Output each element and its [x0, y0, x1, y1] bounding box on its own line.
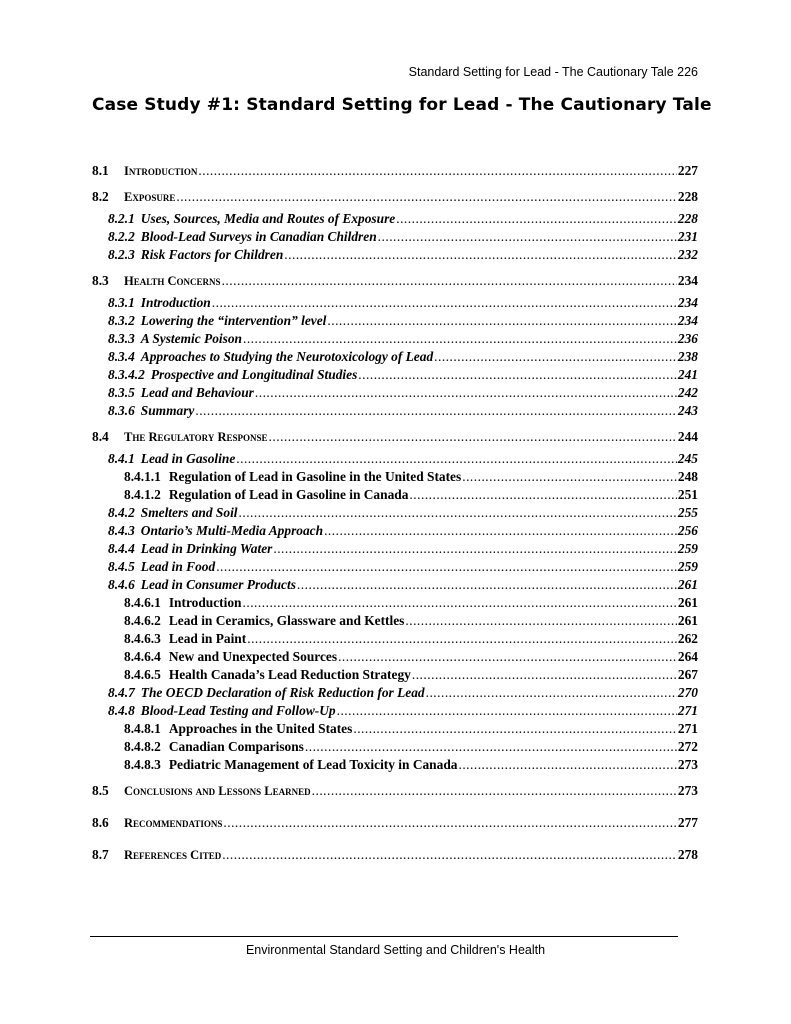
toc-entry-number: 8.4.8 — [108, 703, 135, 718]
toc-entry[interactable] — [92, 402, 698, 420]
toc-entry-page: 241 — [677, 367, 698, 382]
page-footer: Environmental Standard Setting and Children's Health — [245, 943, 546, 957]
toc-entry-number: 8.1 — [92, 163, 109, 178]
toc-entry-number: 8.4.1.1 — [124, 469, 161, 484]
toc-dot-leader — [198, 162, 677, 180]
toc-entry[interactable] — [92, 468, 698, 486]
toc-entry[interactable] — [92, 648, 698, 666]
toc-entry-title: Summary — [140, 403, 195, 418]
toc-entry-number: 8.3.4.2 — [108, 367, 145, 382]
toc-entry-title: Canadian Comparisons — [168, 739, 304, 754]
toc-dot-leader — [324, 522, 677, 540]
toc-entry-page: 255 — [677, 505, 698, 520]
toc-entry-page: 236 — [677, 331, 698, 346]
toc-dot-leader — [269, 428, 677, 446]
toc-entry-title: Smelters and Soil — [140, 505, 238, 520]
toc-entry-page: 273 — [677, 783, 698, 798]
toc-entry-page: 245 — [677, 451, 698, 466]
toc-entry-page: 271 — [677, 721, 698, 736]
toc-entry[interactable] — [92, 188, 698, 206]
toc-entry-page: 277 — [677, 815, 698, 830]
toc-entry[interactable] — [92, 846, 698, 864]
toc-entry[interactable] — [92, 428, 698, 446]
toc-dot-leader — [327, 312, 677, 330]
toc-dot-leader — [255, 384, 677, 402]
toc-entry[interactable] — [92, 504, 698, 522]
toc-entry-page: 244 — [677, 429, 698, 444]
toc-entry-page: 278 — [677, 847, 698, 862]
toc-entry-title: Health Canada’s Lead Reduction Strategy — [168, 667, 411, 682]
toc-entry-page: 271 — [677, 703, 698, 718]
toc-dot-leader — [247, 630, 677, 648]
toc-entry-page: 251 — [677, 487, 698, 502]
table-of-contents — [92, 162, 698, 864]
toc-entry-title: Approaches in the United States — [168, 721, 353, 736]
toc-entry-number: 8.4.5 — [108, 559, 135, 574]
toc-entry-number: 8.4.6.2 — [124, 613, 161, 628]
toc-entry-number: 8.7 — [92, 847, 109, 862]
toc-entry-title: Regulation of Lead in Gasoline in the United States — [168, 469, 462, 484]
toc-dot-leader — [396, 210, 677, 228]
toc-entry[interactable] — [92, 246, 698, 264]
toc-entry-page: 228 — [677, 211, 698, 226]
toc-dot-leader — [195, 402, 677, 420]
toc-entry-number: 8.4.6 — [108, 577, 135, 592]
toc-entry-page: 262 — [677, 631, 698, 646]
toc-entry-number: 8.3.4 — [108, 349, 135, 364]
toc-entry-page: 234 — [677, 273, 698, 288]
toc-entry-title: Pediatric Management of Lead Toxicity in Canada — [168, 757, 458, 772]
toc-entry[interactable] — [92, 720, 698, 738]
toc-entry-title: Lead in Consumer Products — [140, 577, 296, 592]
toc-entry-title: Introduction — [124, 164, 198, 178]
toc-dot-leader — [434, 348, 677, 366]
toc-entry-page: 264 — [677, 649, 698, 664]
toc-entry-title: Lead and Behaviour — [140, 385, 254, 400]
toc-entry-page: 248 — [677, 469, 698, 484]
toc-entry-page: 261 — [677, 595, 698, 610]
toc-dot-leader — [243, 330, 677, 348]
toc-entry-title: Lowering the “intervention” level — [140, 313, 327, 328]
toc-dot-leader — [337, 702, 677, 720]
toc-entry-number: 8.4.8.1 — [124, 721, 161, 736]
toc-entry-title: Lead in Paint — [168, 631, 247, 646]
toc-entry[interactable] — [92, 756, 698, 774]
toc-entry-number: 8.3.2 — [108, 313, 135, 328]
toc-entry-page: 261 — [677, 613, 698, 628]
toc-entry-title: Introduction — [140, 295, 211, 310]
toc-entry[interactable] — [92, 486, 698, 504]
footer-divider — [90, 936, 678, 937]
toc-entry-title: New and Unexpected Sources — [168, 649, 338, 664]
toc-entry-page: 267 — [677, 667, 698, 682]
toc-entry[interactable] — [92, 782, 698, 800]
toc-entry-number: 8.2 — [92, 189, 109, 204]
toc-entry-number: 8.5 — [92, 783, 109, 798]
toc-entry-page: 256 — [677, 523, 698, 538]
toc-dot-leader — [284, 246, 677, 264]
toc-entry[interactable] — [92, 612, 698, 630]
toc-entry-page: 232 — [677, 247, 698, 262]
toc-dot-leader — [297, 576, 677, 594]
toc-entry-page: 259 — [677, 559, 698, 574]
toc-entry-title: Lead in Drinking Water — [140, 541, 273, 556]
toc-entry-page: 227 — [677, 163, 698, 178]
toc-entry-number: 8.4.1 — [108, 451, 135, 466]
toc-dot-leader — [358, 366, 677, 384]
toc-entry-number: 8.4.1.2 — [124, 487, 161, 502]
toc-entry[interactable] — [92, 630, 698, 648]
toc-dot-leader — [426, 684, 677, 702]
toc-entry[interactable] — [92, 294, 698, 312]
toc-entry[interactable] — [92, 228, 698, 246]
toc-entry-title: Risk Factors for Children — [140, 247, 284, 262]
toc-entry[interactable] — [92, 272, 698, 290]
toc-entry-number: 8.4.6.1 — [124, 595, 161, 610]
toc-entry[interactable] — [92, 814, 698, 832]
toc-entry-number: 8.3.5 — [108, 385, 135, 400]
toc-entry[interactable] — [92, 558, 698, 576]
toc-entry-page: 273 — [677, 757, 698, 772]
toc-entry-number: 8.4.2 — [108, 505, 135, 520]
toc-entry-number: 8.4.4 — [108, 541, 135, 556]
toc-dot-leader — [405, 612, 677, 630]
toc-dot-leader — [239, 504, 677, 522]
toc-entry-page: 242 — [677, 385, 698, 400]
toc-entry[interactable] — [92, 384, 698, 402]
toc-entry-page: 261 — [677, 577, 698, 592]
toc-entry-title: Uses, Sources, Media and Routes of Exposure — [140, 211, 396, 226]
toc-entry-page: 238 — [677, 349, 698, 364]
toc-dot-leader — [236, 450, 677, 468]
toc-entry-number: 8.3 — [92, 273, 109, 288]
toc-entry-title: The OECD Declaration of Risk Reduction for Lead — [140, 685, 425, 700]
toc-entry-number: 8.4.8.2 — [124, 739, 161, 754]
toc-entry-title: References Cited — [124, 848, 222, 862]
toc-entry[interactable] — [92, 666, 698, 684]
toc-dot-leader — [176, 188, 677, 206]
toc-entry-title: Conclusions and Lessons Learned — [124, 784, 311, 798]
toc-entry-number: 8.4.6.4 — [124, 649, 161, 664]
toc-entry-title: Lead in Gasoline — [140, 451, 236, 466]
toc-entry-number: 8.2.1 — [108, 211, 135, 226]
toc-entry-title: Lead in Food — [140, 559, 216, 574]
toc-entry-number: 8.2.2 — [108, 229, 135, 244]
toc-dot-leader — [412, 666, 677, 684]
toc-dot-leader — [353, 720, 677, 738]
toc-entry[interactable] — [92, 450, 698, 468]
toc-dot-leader — [222, 846, 677, 864]
toc-entry-number: 8.4.3 — [108, 523, 135, 538]
running-head: Standard Setting for Lead - The Cautionary Tale 226 — [408, 65, 698, 79]
toc-dot-leader — [223, 814, 677, 832]
toc-entry[interactable] — [92, 684, 698, 702]
toc-entry[interactable] — [92, 330, 698, 348]
toc-entry-title: A Systemic Poison — [140, 331, 242, 346]
toc-entry-title: Lead in Ceramics, Glassware and Kettles — [168, 613, 405, 628]
toc-entry-number: 8.4.6.3 — [124, 631, 161, 646]
toc-entry-title: Blood-Lead Surveys in Canadian Children — [140, 229, 377, 244]
toc-entry-page: 272 — [677, 739, 698, 754]
toc-dot-leader — [212, 294, 677, 312]
toc-dot-leader — [273, 540, 677, 558]
toc-dot-leader — [338, 648, 677, 666]
toc-entry-title: Regulation of Lead in Gasoline in Canada — [168, 487, 409, 502]
toc-entry-number: 8.4 — [92, 429, 109, 444]
toc-entry-page: 231 — [677, 229, 698, 244]
toc-entry-number: 8.2.3 — [108, 247, 135, 262]
toc-entry[interactable] — [92, 702, 698, 720]
toc-entry[interactable] — [92, 594, 698, 612]
toc-dot-leader — [305, 738, 677, 756]
toc-entry-title: Prospective and Longitudinal Studies — [150, 367, 358, 382]
toc-entry-number: 8.3.3 — [108, 331, 135, 346]
toc-entry[interactable] — [92, 738, 698, 756]
toc-dot-leader — [458, 756, 676, 774]
toc-entry-number: 8.4.7 — [108, 685, 135, 700]
toc-entry[interactable] — [92, 312, 698, 330]
toc-entry-page: 234 — [677, 295, 698, 310]
toc-entry-number: 8.3.6 — [108, 403, 135, 418]
toc-dot-leader — [222, 272, 677, 290]
toc-entry[interactable] — [92, 540, 698, 558]
toc-entry[interactable] — [92, 366, 698, 384]
toc-dot-leader — [409, 486, 676, 504]
toc-entry-page: 259 — [677, 541, 698, 556]
toc-entry-title: Introduction — [168, 595, 242, 610]
toc-entry-title: Exposure — [124, 190, 176, 204]
toc-entry-number: 8.3.1 — [108, 295, 135, 310]
toc-entry-number: 8.4.6.5 — [124, 667, 161, 682]
page-title: Case Study #1: Standard Setting for Lead - The Cautionary Tale — [92, 95, 712, 115]
toc-entry-number: 8.6 — [92, 815, 109, 830]
toc-entry[interactable] — [92, 522, 698, 540]
toc-entry-page: 228 — [677, 189, 698, 204]
toc-entry-page: 270 — [677, 685, 698, 700]
toc-entry-title: The Regulatory Response — [124, 430, 268, 444]
toc-entry-page: 243 — [677, 403, 698, 418]
toc-dot-leader — [312, 782, 677, 800]
toc-entry[interactable] — [92, 210, 698, 228]
toc-entry-title: Health Concerns — [124, 274, 221, 288]
toc-entry-page: 234 — [677, 313, 698, 328]
toc-dot-leader — [243, 594, 677, 612]
toc-entry-title: Blood-Lead Testing and Follow-Up — [140, 703, 336, 718]
toc-entry-number: 8.4.8.3 — [124, 757, 161, 772]
toc-entry[interactable] — [92, 348, 698, 366]
toc-entry[interactable] — [92, 162, 698, 180]
toc-dot-leader — [462, 468, 677, 486]
toc-entry-title: Ontario’s Multi-Media Approach — [140, 523, 324, 538]
toc-entry-title: Approaches to Studying the Neurotoxicology of Lead — [140, 349, 434, 364]
toc-entry-title: Recommendations — [124, 816, 223, 830]
toc-entry[interactable] — [92, 576, 698, 594]
toc-dot-leader — [378, 228, 677, 246]
toc-dot-leader — [216, 558, 677, 576]
